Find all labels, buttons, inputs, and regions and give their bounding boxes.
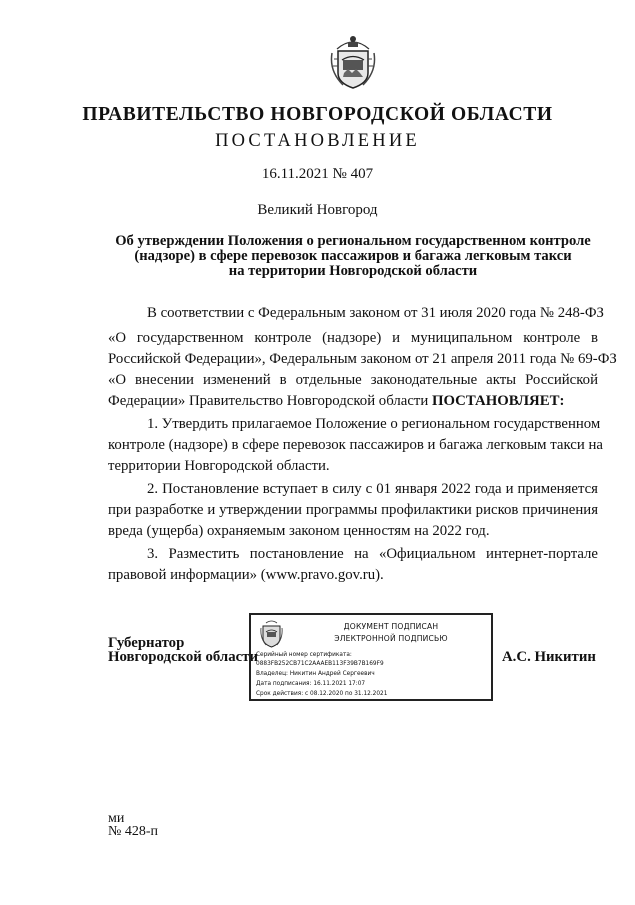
stamp-validity: Срок действия: с 08.12.2020 по 31.12.2021 xyxy=(256,691,388,697)
preamble-line: Российской Федерации», Федеральным законом от 21 апреля 2011 года № 69-ФЗ xyxy=(108,351,617,367)
item2-line: при разработке и утверждении программы профилактики рисков причинения xyxy=(108,502,598,518)
preamble-line: В соответствии с Федеральным законом от 31 июля 2020 года № 248-ФЗ xyxy=(147,305,604,321)
item2-line: вреда (ущерба) охраняемым законом ценностям на 2022 год. xyxy=(108,523,490,539)
footer-number: № 428-п xyxy=(108,824,159,839)
item1-line: территории Новгородской области. xyxy=(108,458,330,474)
stamp-owner: Владелец: Никитин Андрей Сергеевич xyxy=(256,671,375,677)
stamp-heading-2: ЭЛЕКТРОННОЙ ПОДПИСЬЮ xyxy=(334,634,448,643)
subject-line: Об утверждении Положения о региональном государственном контроле xyxy=(115,233,591,249)
item3-line: 3. Разместить постановление на «Официальном интернет-портале xyxy=(147,546,598,562)
document-type: ПОСТАНОВЛЕНИЕ xyxy=(215,131,420,151)
coat-of-arms-icon xyxy=(329,33,377,91)
signer-title-line2: Новгородской области xyxy=(108,649,258,665)
stamp-coat-of-arms-icon xyxy=(260,619,283,649)
item3-line: правовой информации» (www.pravo.gov.ru). xyxy=(108,567,384,583)
item1-line: контроле (надзоре) в сфере перевозок пассажиров и багажа легковым такси на xyxy=(108,437,603,453)
preamble-line-last xyxy=(108,393,598,410)
subject-line: на территории Новгородской области xyxy=(228,262,478,279)
signer-name: А.С. Никитин xyxy=(502,649,596,665)
preamble-line: «О внесении изменений в отдельные законодательные акты Российской xyxy=(108,372,598,388)
document-date-number: 16.11.2021 № 407 xyxy=(261,166,374,182)
document-subject xyxy=(108,234,598,278)
decree-word: ПОСТАНОВЛЯЕТ: xyxy=(431,393,565,409)
document-city: Великий Новгород xyxy=(257,202,378,218)
preamble-text: Федерации» Правительство Новгородской области xyxy=(108,393,429,409)
item2-line: 2. Постановление вступает в силу с 01 января 2022 года и применяется xyxy=(147,481,598,497)
stamp-heading-1: ДОКУМЕНТ ПОДПИСАН xyxy=(343,622,439,631)
footer-initials: ми xyxy=(108,811,125,826)
preamble-line: «О государственном контроле (надзоре) и муниципальном контроле в xyxy=(108,330,598,346)
government-name: ПРАВИТЕЛЬСТВО НОВГОРОДСКОЙ ОБЛАСТИ xyxy=(82,104,553,125)
electronic-signature-stamp xyxy=(249,613,493,701)
stamp-serial-label: Серийный номер сертификата: xyxy=(256,652,352,658)
subject-line: (надзоре) в сфере перевозок пассажиров и багажа легковым такси xyxy=(134,247,572,264)
stamp-signed-date: Дата подписания: 16.11.2021 17:07 xyxy=(256,681,366,687)
stamp-serial: 0883FB252CB71C2AAAEB113F39B7B169F9 xyxy=(256,661,384,667)
item1-line: 1. Утвердить прилагаемое Положение о региональном государственном xyxy=(147,416,601,432)
signer-title-line1: Губернатор xyxy=(108,635,185,651)
